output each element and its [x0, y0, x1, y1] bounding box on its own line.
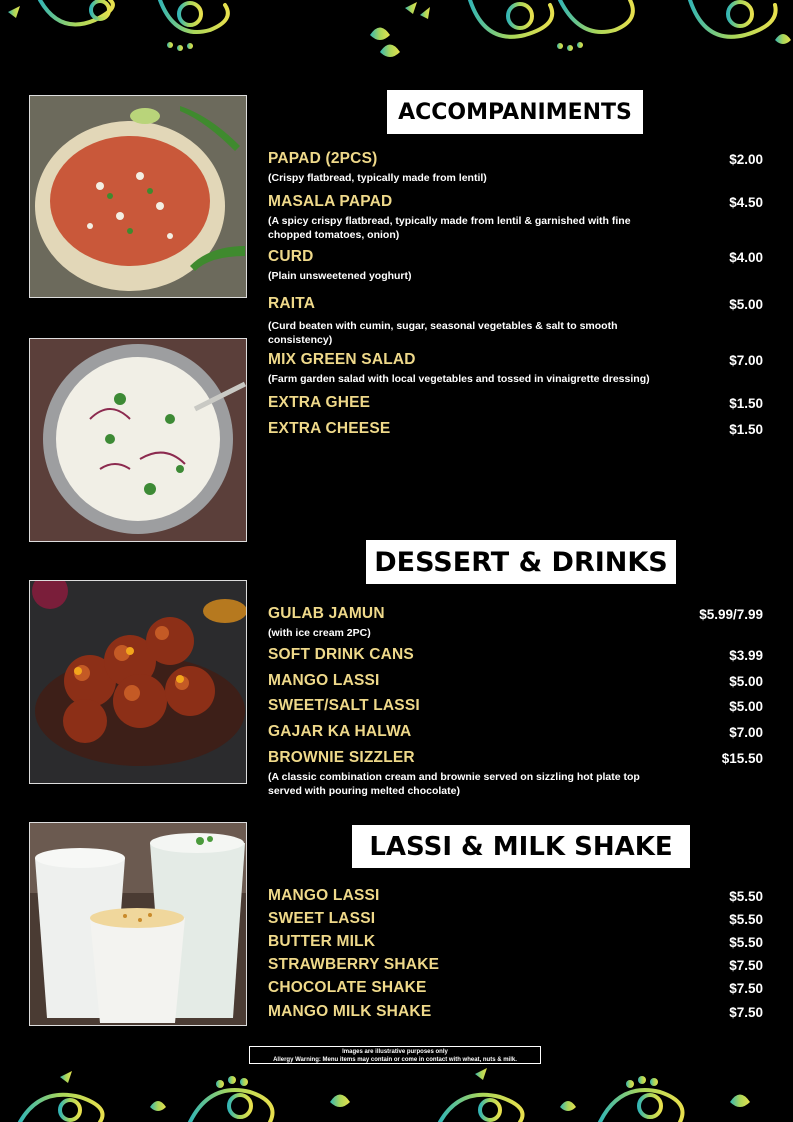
menu-item [268, 193, 763, 242]
raita-photo [29, 338, 247, 542]
item-price: $7.50 [729, 1005, 763, 1020]
desserts-heading: DESSERT & DRINKS [366, 540, 676, 584]
item-name: SWEET LASSI [268, 910, 376, 927]
menu-item [268, 887, 763, 905]
item-price: $3.99 [729, 648, 763, 663]
lassi-photo [29, 822, 247, 1026]
disclaimer-line-1: Images are illustrative purposes only [342, 1049, 448, 1055]
item-price: $4.50 [729, 195, 763, 210]
item-name: MANGO LASSI [268, 672, 380, 689]
item-name: EXTRA CHEESE [268, 420, 391, 437]
item-price: $5.50 [729, 935, 763, 950]
item-description: (A spicy crispy flatbread, typically made from lentil & garnished with fine chopped tomatoes, onion) [268, 215, 631, 241]
lassi-heading: LASSI & MILK SHAKE [352, 825, 690, 868]
item-price: $5.99/7.99 [699, 607, 763, 622]
bottom-floral-border [0, 1062, 793, 1122]
item-price: $2.00 [729, 152, 763, 167]
item-price: $1.50 [729, 422, 763, 437]
item-description: (Curd beaten with cumin, sugar, seasonal vegetables & salt to smooth consistency) [268, 320, 618, 346]
menu-item [268, 956, 763, 974]
menu-item [268, 295, 763, 347]
item-name: PAPAD (2PCS) [268, 150, 378, 167]
item-price: $7.00 [729, 353, 763, 368]
menu-item [268, 1003, 763, 1021]
item-description: (Farm garden salad with local vegetables and tossed in vinaigrette dressing) [268, 373, 650, 385]
item-price: $5.50 [729, 889, 763, 904]
item-price: $4.00 [729, 250, 763, 265]
item-price: $15.50 [721, 751, 763, 766]
item-name: MIX GREEN SALAD [268, 351, 416, 368]
item-description: (Crispy flatbread, typically made from lentil) [268, 172, 487, 184]
menu-item [268, 672, 763, 690]
item-name: STRAWBERRY SHAKE [268, 956, 440, 973]
menu-item [268, 646, 763, 664]
menu-item [268, 749, 763, 798]
item-name: GULAB JAMUN [268, 605, 385, 622]
item-price: $5.50 [729, 912, 763, 927]
item-name: CHOCOLATE SHAKE [268, 979, 427, 996]
item-name: BUTTER MILK [268, 933, 376, 950]
item-name: SOFT DRINK CANS [268, 646, 414, 663]
item-name: BROWNIE SIZZLER [268, 749, 415, 766]
menu-item [268, 420, 763, 438]
item-name: MANGO LASSI [268, 887, 380, 904]
menu-item [268, 979, 763, 997]
item-price: $5.00 [729, 699, 763, 714]
menu-item [268, 697, 763, 715]
disclaimer-line-2: Allergy Warning: Menu items may contain or come in contact with wheat, nuts & milk. [273, 1057, 517, 1063]
menu-item [268, 248, 763, 283]
masala-papad-photo [29, 95, 247, 298]
menu-item [268, 150, 763, 185]
menu-item [268, 723, 763, 741]
gulab-jamun-photo [29, 580, 247, 784]
item-price: $7.50 [729, 981, 763, 996]
menu-item [268, 351, 763, 386]
menu-item [268, 605, 763, 640]
item-description: (with ice cream 2PC) [268, 627, 371, 639]
menu-item [268, 910, 763, 928]
item-name: MASALA PAPAD [268, 193, 393, 210]
item-name: RAITA [268, 295, 316, 312]
item-name: SWEET/SALT LASSI [268, 697, 420, 714]
menu-item [268, 933, 763, 951]
menu-item [268, 394, 763, 412]
item-price: $7.50 [729, 958, 763, 973]
item-price: $5.00 [729, 297, 763, 312]
item-name: CURD [268, 248, 314, 265]
item-price: $1.50 [729, 396, 763, 411]
item-name: GAJAR KA HALWA [268, 723, 412, 740]
accompaniments-heading: ACCOMPANIMENTS [387, 90, 643, 134]
item-description: (Plain unsweetened yoghurt) [268, 270, 412, 282]
item-name: MANGO MILK SHAKE [268, 1003, 432, 1020]
item-price: $5.00 [729, 674, 763, 689]
item-price: $7.00 [729, 725, 763, 740]
top-floral-border [0, 0, 793, 64]
item-name: EXTRA GHEE [268, 394, 371, 411]
item-description: (A classic combination cream and brownie served on sizzling hot plate top served with pouring melted chocolate) [268, 771, 640, 797]
